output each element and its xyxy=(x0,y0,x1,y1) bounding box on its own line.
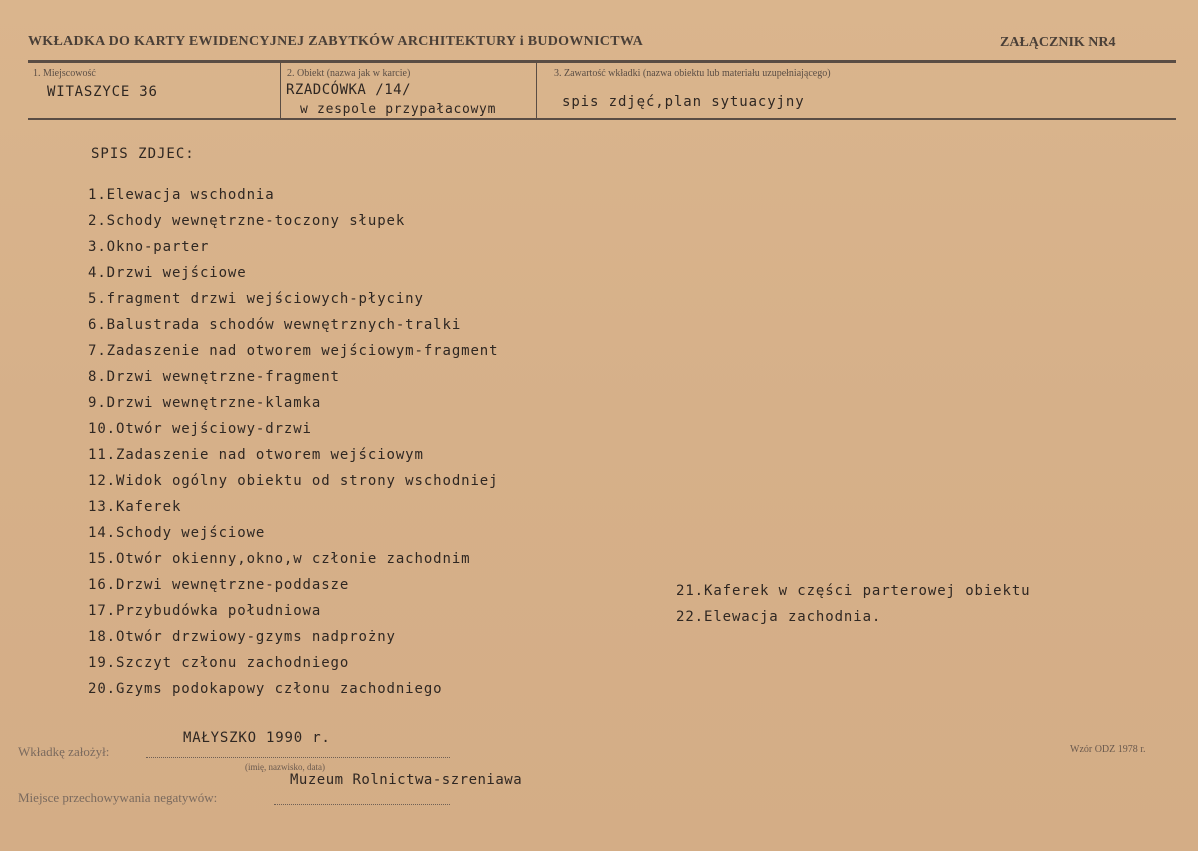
list-item: 16.Drzwi wewnętrzne-poddasze xyxy=(88,577,350,593)
storage-line xyxy=(274,804,450,805)
form-title: WKŁADKA DO KARTY EWIDENCYJNEJ ZABYTKÓW ARCHITEKTURY i BUDOWNICTWA xyxy=(28,34,644,49)
list-item: 11.Zadaszenie nad otworem wejściowym xyxy=(88,447,424,463)
list-item: 4.Drzwi wejściowe xyxy=(88,265,247,281)
list-item: 18.Otwór drzwiowy-gzyms nadprożny xyxy=(88,629,396,645)
author-hint: (imię, nazwisko, data) xyxy=(245,762,325,772)
list-item: 20.Gzyms podokapowy członu zachodniego xyxy=(88,681,443,697)
field2-label: 2. Obiekt (nazwa jak w karcie) xyxy=(287,68,411,79)
header-top-rule xyxy=(28,60,1176,63)
field3-label: 3. Zawartość wkładki (nazwa obiektu lub materiału uzupełniającego) xyxy=(554,68,831,79)
list-item: 22.Elewacja zachodnia. xyxy=(676,609,882,625)
header-divider-2 xyxy=(536,63,537,118)
list-item: 10.Otwór wejściowy-drzwi xyxy=(88,421,312,437)
list-item: 2.Schody wewnętrzne-toczony słupek xyxy=(88,213,406,229)
list-item: 19.Szczyt członu zachodniego xyxy=(88,655,350,671)
list-item: 9.Drzwi wewnętrzne-klamka xyxy=(88,395,322,411)
list-item: 12.Widok ogólny obiektu od strony wschodniej xyxy=(88,473,499,489)
list-item: 6.Balustrada schodów wewnętrznych-tralki xyxy=(88,317,462,333)
header-bottom-rule xyxy=(28,118,1176,120)
photo-list-right xyxy=(676,581,1031,633)
list-item: 8.Drzwi wewnętrzne-fragment xyxy=(88,369,340,385)
list-item: 14.Schody wejściowe xyxy=(88,525,266,541)
list-item: 15.Otwór okienny,okno,w członie zachodnim xyxy=(88,551,471,567)
field3-value: spis zdjęć,plan sytuacyjny xyxy=(562,94,805,110)
list-title: SPIS ZDJEC: xyxy=(91,146,195,162)
field1-value: WITASZYCE 36 xyxy=(47,84,158,100)
field1-label: 1. Miejscowość xyxy=(33,68,96,79)
photo-list xyxy=(88,185,498,705)
header-divider-1 xyxy=(280,63,281,118)
storage-value: Muzeum Rolnictwa-szreniawa xyxy=(290,772,523,788)
author-value: MAŁYSZKO 1990 r. xyxy=(183,730,331,746)
field2-value-line1: RZADCÓWKA /14/ xyxy=(286,82,412,98)
list-item: 3.Okno-parter xyxy=(88,239,210,255)
form-code: Wzór ODZ 1978 r. xyxy=(1070,744,1146,755)
list-item: 13.Kaferek xyxy=(88,499,182,515)
list-item: 17.Przybudówka południowa xyxy=(88,603,322,619)
list-item: 1.Elewacja wschodnia xyxy=(88,187,275,203)
author-line xyxy=(146,757,450,758)
field2-value-line2: w zespole przypałacowym xyxy=(300,102,497,117)
annex-number: ZAŁĄCZNIK NR4 xyxy=(1000,35,1116,50)
author-label: Wkładkę założył: xyxy=(18,744,110,759)
storage-label: Miejsce przechowywania negatywów: xyxy=(18,790,218,805)
list-item: 21.Kaferek w części parterowej obiektu xyxy=(676,583,1031,599)
list-item: 5.fragment drzwi wejściowych-płyciny xyxy=(88,291,424,307)
list-item: 7.Zadaszenie nad otworem wejściowym-fragment xyxy=(88,343,499,359)
